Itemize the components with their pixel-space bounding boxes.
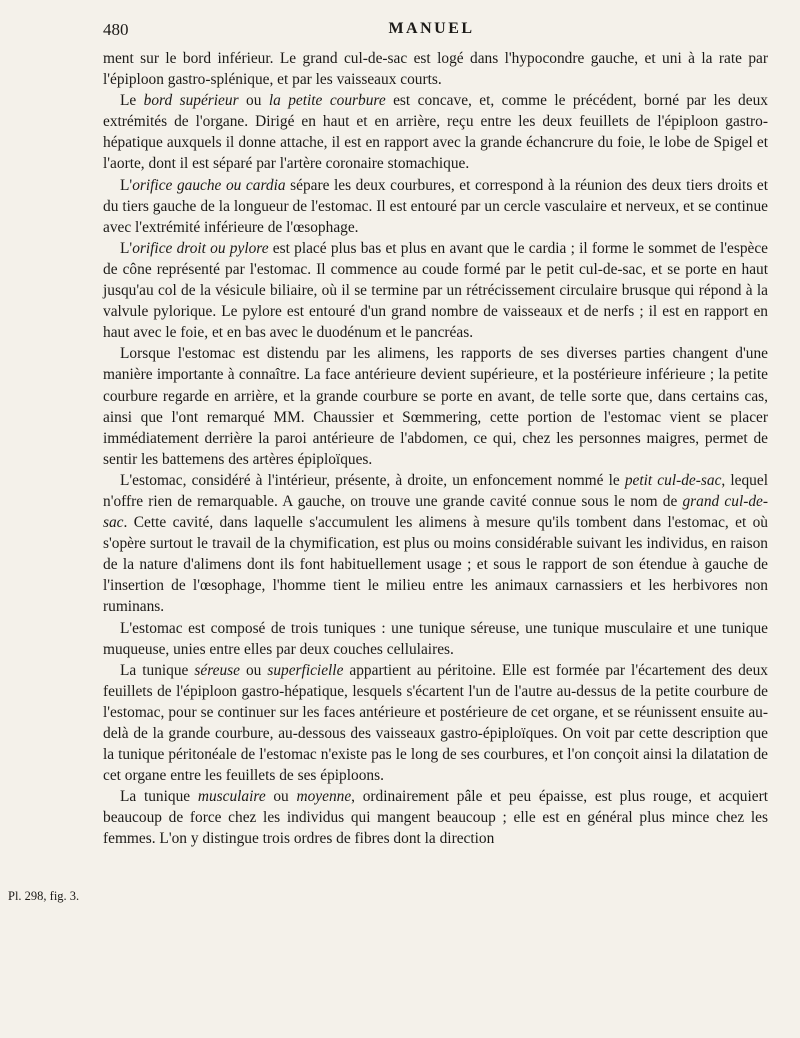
text-run: L'estomac est composé de trois tuniques : une tunique séreuse, une tunique musculaire et une tunique muqueuse, unies entre elles par deux couches cellulaires. (103, 619, 768, 658)
text-run: L' (120, 176, 133, 194)
paragraph (103, 90, 768, 174)
text-run: sépare les deux courbures, et correspond à la réunion des deux tiers droits et du tiers gauche de la longueur de l'estomac. Il est entouré par un cercle vasculaire et nerveux, et se continue avec l'extrémité inférieure de l'œsophage. (103, 176, 768, 236)
italic-text: séreuse (194, 661, 240, 679)
paragraph (103, 48, 768, 90)
text-run: L'estomac, considéré à l'intérieur, présente, à droite, un enfoncement nommé le (120, 471, 625, 489)
text-run: Lorsque l'estomac est distendu par les alimens, les rapports de ses diverses parties changent d'une manière importante à connaître. La face antérieure devient supérieure, et la postérieure inférieure ; la petite courbure regarde en arrière, et la grande courbure se porte en avant, de telle sorte que, dans certains cas, ainsi que l'ont remarqué MM. Chaussier et Sœmmering, cette portion de l'estomac vient se placer immédiatement derrière la paroi antérieure de l'abdomen, ce qui, chez les personnes maigres, permet de sentir les battemens des artères épiploïques. (103, 345, 768, 468)
text-run: , lequel n'offre rien de remarquable. A gauche, on trouve une grande cavité connue sous le nom de (103, 471, 768, 510)
italic-text: moyenne (296, 788, 352, 806)
paragraph (103, 470, 768, 618)
text-run: . Cette cavité, dans laquelle s'accumulent les alimens à mesure qu'ils tombent dans l'estomac, et où s'opère surtout le travail de la chymification, est plus ou moins considérable suivant les individus, en raison de la nature d'alimens dont ils font habituellement usage ; et sous le rapport de son étendue à gauche de l'insertion de l'œsophage, l'homme tient le milieu entre les animaux carnassiers et les herbivores non ruminans. (103, 514, 768, 616)
paragraph (103, 618, 768, 660)
page-number: 480 (103, 20, 129, 39)
text-run: ou (265, 788, 297, 806)
paragraph (103, 343, 768, 470)
text-run: La tunique (120, 661, 195, 679)
text-run: est concave, et, comme le précédent, borné par les deux extrémités de l'organe. Dirigé en haut et en arrière, reçu entre les deux feuillets de l'épiploon gastro-hépatique auxquels il donne attache, il est en rapport avec la grande échancrure du foie, le lobe de Spigel et l'aorte, dont il est séparé par l'artère coronaire stomachique. (103, 92, 768, 173)
text-run: ou (238, 92, 269, 110)
text-run: appartient au péritoine. Elle est formée par l'écartement des deux feuillets de l'épiploon gastro-hépatique, lesquels s'écartent l'un de l'autre au-dessus de la petite courbure de l'estomac, pour se continuer sur les faces antérieure et postérieure de cet organe, et se réunissent ensuite au-delà de la grande courbure, au-dessous des vaisseaux gastro-épiploïques. On voit par cette description que la tunique péritonéale de l'estomac n'existe pas le long de ses courbures, et l'on conçoit ainsi la dilatation de cet organe entre les feuillets de ses épiploons. (103, 661, 768, 785)
italic-text: grand cul-de-sac (103, 492, 769, 532)
paragraph (103, 175, 768, 238)
text-run: La tunique (120, 788, 198, 806)
text-run: , ordinairement pâle et peu épaisse, est plus rouge, et acquiert beaucoup de force chez les individus qui mangent beaucoup ; elle est en général plus mince chez les femmes. L'on y distingue trois ordres de fibres dont la direction (103, 788, 769, 848)
paragraph (103, 786, 768, 849)
text-run: ment sur le bord inférieur. Le grand cul-de-sac est logé dans l'hypocondre gauche, et uni à la rate par l'épiploon gastro-splénique, et par les vaisseaux courts. (103, 50, 768, 89)
italic-text: petit cul-de-sac (624, 471, 722, 489)
italic-text: superficielle (267, 661, 344, 679)
italic-text: orifice gauche ou cardia (132, 176, 286, 194)
page-header (103, 20, 760, 44)
text-run: ou (239, 661, 268, 679)
marginal-note: Pl. 298, fig. 3. (8, 889, 80, 903)
italic-text: musculaire (197, 788, 266, 806)
text-run: est placé plus bas et plus en avant que le cardia ; il forme le sommet de l'espèce de cône représenté par l'estomac. Il commence au coude formé par le petit cul-de-sac, et se porte en haut jusqu'au col de la vésicule biliaire, où il se termine par un rétrécissement circulaire brusque qui répond à la valvule pylorique. Le pylore est entouré d'un grand nombre de vaisseaux et de nerfs ; il est en rapport en haut avec le foie, et en bas avec le duodénum et le pancréas. (103, 239, 769, 342)
italic-text: bord supérieur (143, 92, 239, 110)
italic-text: orifice droit ou pylore (132, 239, 269, 257)
paragraph (103, 238, 768, 343)
text-run: L' (120, 239, 133, 257)
italic-text: la petite courbure (268, 92, 386, 110)
text-run: Le (120, 92, 144, 110)
running-title: MANUEL (388, 20, 475, 37)
body-text (103, 48, 768, 850)
paragraph (103, 660, 768, 787)
